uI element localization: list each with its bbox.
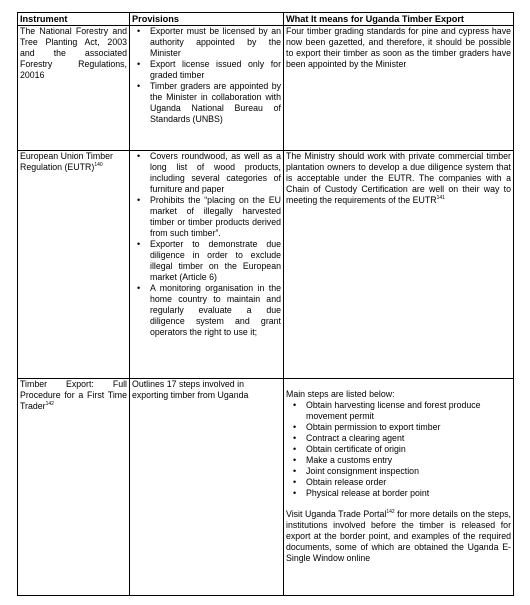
table-row — [18, 26, 514, 151]
row3-instrument-text: Timber Export: Full Procedure for a First Time Trader — [20, 379, 127, 411]
row3-step-item: • Obtain permission to export timber — [286, 422, 511, 433]
row3-step-item: • Contract a clearing agent — [286, 433, 511, 444]
row3-instrument — [18, 379, 130, 596]
header-provisions: Provisions — [130, 13, 284, 26]
row1-instrument — [18, 26, 130, 151]
row1-provisions — [130, 26, 284, 151]
row3-steps-list — [286, 400, 511, 499]
row3-portal-text: for more details on the steps, institutions involved before the timber is released for export at the border point, and examples of the required documents, some of which are obtained the Uganda E-Single Window online — [286, 509, 511, 563]
row2-instrument-footnote[interactable]: 140 — [94, 162, 103, 169]
row1-meaning-text: Four timber grading standards for pine and cypress have now been gazetted, and therefore, it should be possible to export their timber as soon as the timber graders have been appointed by the Minister — [286, 26, 511, 69]
row3-provisions — [130, 379, 284, 596]
table-row — [18, 151, 514, 379]
row1-provision-item: • Export license issued only for graded timber — [132, 59, 281, 81]
row3-instrument-footnote[interactable]: 142 — [45, 401, 54, 408]
row3-meaning-intro: Main steps are listed below: — [286, 389, 395, 399]
row2-provision-item: • A monitoring organisation in the home country to maintain and regularly evaluate a due diligence system and grant operators the right to use it; — [132, 283, 281, 338]
row3-step-item: • Make a customs entry — [286, 455, 511, 466]
header-meaning: What It means for Uganda Timber Export — [284, 13, 514, 26]
row2-meaning-text: The Ministry should work with private commercial timber plantation owners to develop a due diligence system that is acceptable under the EUTR. The companies with a Chain of Custody Certification are well on their way to meeting the requirements of the EUTR — [286, 151, 511, 205]
row2-provisions — [130, 151, 284, 379]
row2-meaning — [284, 151, 514, 379]
row3-portal-footnote[interactable]: 142 — [386, 509, 395, 516]
timber-export-table — [17, 12, 514, 596]
row1-instrument-text: The National Forestry and Tree Planting Act, 2003 and the associated Forestry Regulations, 20016 — [20, 26, 127, 80]
row3-step-item: • Physical release at border point — [286, 488, 511, 499]
row3-step-item: • Obtain harvesting license and forest produce movement permit — [286, 400, 511, 422]
row1-meaning — [284, 26, 514, 151]
row2-provision-item: • Covers roundwood, as well as a long list of wood products, including several categories of furniture and paper — [132, 151, 281, 195]
row2-instrument-text: European Union Timber Regulation (EUTR) — [20, 151, 113, 172]
uganda-trade-portal-link[interactable]: Visit Uganda Trade Portal — [286, 509, 387, 519]
row3-step-item: • Joint consignment inspection — [286, 466, 511, 477]
row2-provision-item: • Prohibits the “placing on the EU market of illegally harvested timber or timber products derived from such timber”. — [132, 195, 281, 239]
row1-provision-item: • Timber graders are appointed by the Minister in collaboration with Uganda National Bureau of Standards (UNBS) — [132, 81, 281, 125]
row2-meaning-footnote[interactable]: 141 — [436, 195, 445, 202]
row3-provisions-text: Outlines 17 steps involved in exporting timber from Uganda — [132, 379, 249, 400]
row3-step-item: • Obtain release order — [286, 477, 511, 488]
header-row — [18, 13, 514, 26]
header-instrument: Instrument — [18, 13, 130, 26]
row3-portal-paragraph — [286, 509, 511, 564]
row2-provision-item: • Exporter to demonstrate due diligence in order to exclude illegal timber on the European market (Article 6) — [132, 239, 281, 283]
row2-instrument — [18, 151, 130, 379]
row3-meaning — [284, 379, 514, 596]
row3-step-item: • Obtain certificate of origin — [286, 444, 511, 455]
row1-provision-item: • Exporter must be licensed by an authority appointed by the Minister — [132, 26, 281, 59]
table-row — [18, 379, 514, 596]
